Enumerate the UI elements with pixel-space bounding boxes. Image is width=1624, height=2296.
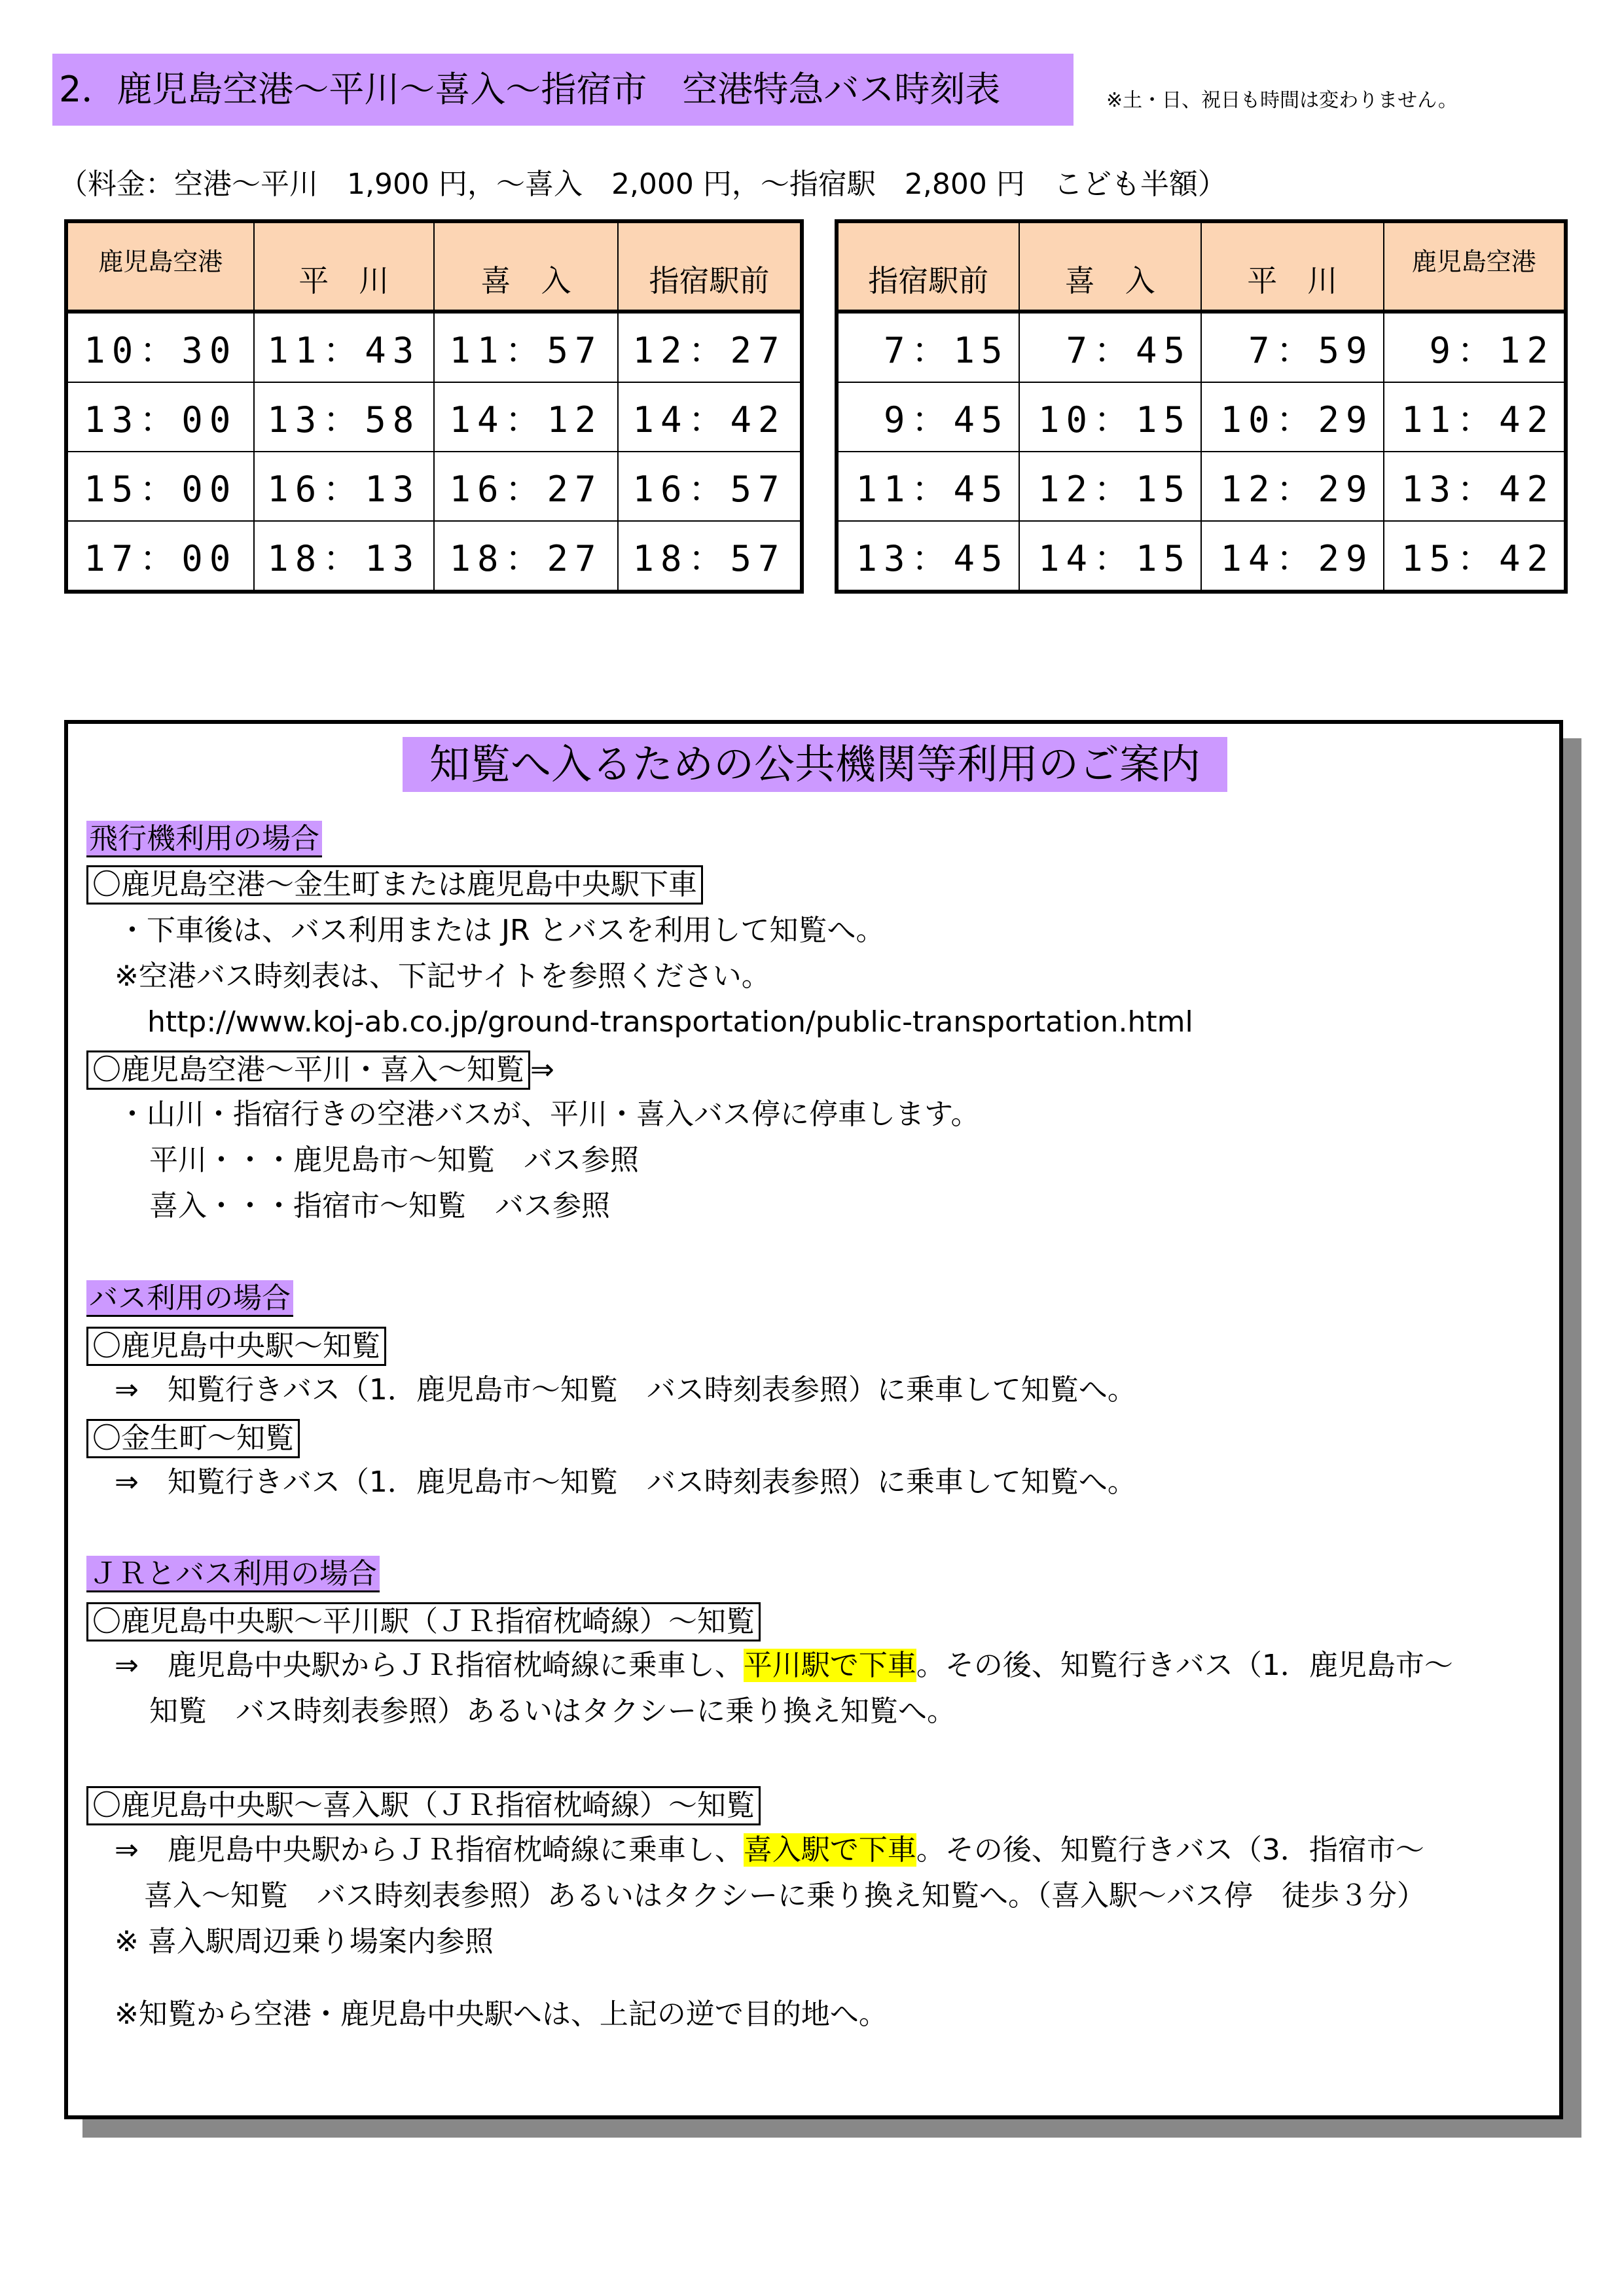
timetable-title: 2．鹿児島空港～平川～喜入～指宿市 空港特急バス時刻表: [52, 54, 1074, 126]
jr-route1: [86, 1602, 761, 1641]
time-cell: 12：15: [1019, 452, 1202, 521]
time-cell: 7：15: [837, 312, 1019, 382]
time-cell: 17：00: [66, 521, 254, 592]
plane-route1-note: ※空港バス時刻表は、下記サイトを参照ください。: [115, 960, 770, 993]
time-cell: 11：42: [1384, 382, 1566, 452]
time-cell: 15：42: [1384, 521, 1566, 592]
table-row: [66, 382, 802, 452]
time-cell: 9：45: [837, 382, 1019, 452]
bus-section: [86, 1281, 293, 1316]
timetable-airport-to-ibusuki: [64, 219, 804, 594]
time-cell: 11：45: [837, 452, 1019, 521]
airport-bus-url[interactable]: http://www.koj-ab.co.jp/ground-transportation/public-transportation.html: [147, 1005, 1193, 1039]
time-cell: 13：42: [1384, 452, 1566, 521]
header-cell: 鹿児島空港: [66, 221, 254, 312]
jr-section: [86, 1556, 380, 1592]
time-cell: 14：29: [1201, 521, 1384, 592]
header-cell: 平 川: [254, 221, 434, 312]
table-header-row: [66, 221, 802, 312]
jr-route2-post: 。その後、知覧行きバス（3．指宿市～: [916, 1833, 1424, 1867]
time-cell: 14：12: [434, 382, 618, 452]
time-cell: 14：42: [618, 382, 802, 452]
jr-heading: ＪＲとバス利用の場合: [86, 1556, 380, 1592]
jr-route2-pre: ⇒ 鹿児島中央駅からＪＲ指宿枕崎線に乗車し、: [115, 1833, 744, 1867]
plane-route1: [86, 865, 703, 905]
header-cell: 喜 入: [1019, 221, 1202, 312]
time-cell: 12：29: [1201, 452, 1384, 521]
time-cell: 16：57: [618, 452, 802, 521]
time-cell: 9：12: [1384, 312, 1566, 382]
time-cell: 16：13: [254, 452, 434, 521]
time-cell: 10：15: [1019, 382, 1202, 452]
route-label: 〇鹿児島空港～金生町または鹿児島中央駅下車: [86, 865, 703, 905]
jr-route1-text: [115, 1648, 1453, 1683]
time-cell: 11：57: [434, 312, 618, 382]
footer-note: ※知覧から空港・鹿児島中央駅へは、上記の逆で目的地へ。: [115, 1998, 888, 2031]
time-cell: 7：59: [1201, 312, 1384, 382]
header-cell: 指宿駅前: [618, 221, 802, 312]
plane-route2-text: ・山川・指宿行きの空港バスが、平川・喜入バス停に停車します。: [118, 1098, 980, 1131]
table-header-row: [837, 221, 1566, 312]
time-cell: 14：15: [1019, 521, 1202, 592]
bus-route1: [86, 1327, 386, 1366]
jr-route1-post: 。その後、知覧行きバス（1．鹿児島市～: [916, 1649, 1453, 1682]
plane-section: [86, 821, 322, 857]
table-row: [837, 382, 1566, 452]
time-cell: 10：29: [1201, 382, 1384, 452]
jr-route2: [86, 1786, 761, 1825]
time-cell: 11：43: [254, 312, 434, 382]
bus-heading: バス利用の場合: [86, 1280, 293, 1317]
jr-route1-pre: ⇒ 鹿児島中央駅からＪＲ指宿枕崎線に乗車し、: [115, 1649, 744, 1682]
time-cell: 15：00: [66, 452, 254, 521]
time-cell: 18：57: [618, 521, 802, 592]
bus-route1-text: ⇒ 知覧行きバス（1．鹿児島市～知覧 バス時刻表参照）に乗車して知覧へ。: [115, 1373, 1136, 1407]
time-cell: 7：45: [1019, 312, 1202, 382]
bus-route2: [86, 1419, 300, 1458]
table-row: [66, 452, 802, 521]
route-label: 〇鹿児島中央駅～知覧: [86, 1327, 386, 1366]
table-row: [837, 521, 1566, 592]
table-row: [66, 521, 802, 592]
table-row: [837, 452, 1566, 521]
header-cell: 指宿駅前: [837, 221, 1019, 312]
jr-route1-text2: 知覧 バス時刻表参照）あるいはタクシーに乗り換え知覧へ。: [149, 1695, 956, 1728]
time-cell: 13：45: [837, 521, 1019, 592]
header-cell: 鹿児島空港: [1384, 221, 1566, 312]
plane-route1-text: ・下車後は、バス利用または JR とバスを利用して知覧へ。: [118, 914, 885, 947]
time-cell: 12：27: [618, 312, 802, 382]
time-cell: 10：30: [66, 312, 254, 382]
table-row: [66, 312, 802, 382]
route-label: 〇鹿児島中央駅～平川駅（ＪＲ指宿枕崎線）～知覧: [86, 1602, 761, 1641]
route-label: 〇金生町～知覧: [86, 1419, 300, 1458]
timetable-ibusuki-to-airport: [835, 219, 1568, 594]
plane-heading: 飛行機利用の場合: [86, 821, 322, 857]
weekend-note: ※土・日、祝日も時間は変わりません。: [1106, 89, 1458, 112]
table-row: [837, 312, 1566, 382]
header-cell: 平 川: [1201, 221, 1384, 312]
plane-route2-kiire: 喜入・・・指宿市～知覧 バス参照: [149, 1189, 610, 1223]
jr-route2-note: ※ 喜入駅周辺乗り場案内参照: [115, 1925, 494, 1958]
route-label: 〇鹿児島中央駅～喜入駅（ＪＲ指宿枕崎線）～知覧: [86, 1786, 761, 1825]
route-label: 〇鹿児島空港～平川・喜入～知覧: [86, 1050, 530, 1090]
highlight-kiire: 喜入駅で下車: [743, 1833, 916, 1867]
fare-info: （料金：空港～平川 1,900 円，～喜入 2,000 円，～指宿駅 2,800 円 こども半額）: [59, 168, 1227, 201]
time-cell: 18：27: [434, 521, 618, 592]
time-cell: 13：00: [66, 382, 254, 452]
highlight-hirakawa: 平川駅で下車: [743, 1649, 916, 1682]
time-cell: 16：27: [434, 452, 618, 521]
time-cell: 13：58: [254, 382, 434, 452]
header-cell: 喜 入: [434, 221, 618, 312]
guide-title: 知覧へ入るための公共機関等利用のご案内: [403, 737, 1227, 792]
jr-route2-text2: 喜入～知覧 バス時刻表参照）あるいはタクシーに乗り換え知覧へ。（喜入駅～バス停 徒歩３分）: [144, 1879, 1426, 1912]
jr-route2-text: [115, 1833, 1424, 1868]
plane-route2-hirakawa: 平川・・・鹿児島市～知覧 バス参照: [149, 1143, 639, 1177]
time-cell: 18：13: [254, 521, 434, 592]
arrow-icon: ⇒: [530, 1053, 554, 1086]
bus-route2-text: ⇒ 知覧行きバス（1．鹿児島市～知覧 バス時刻表参照）に乗車して知覧へ。: [115, 1465, 1136, 1499]
plane-route2: [86, 1050, 554, 1090]
